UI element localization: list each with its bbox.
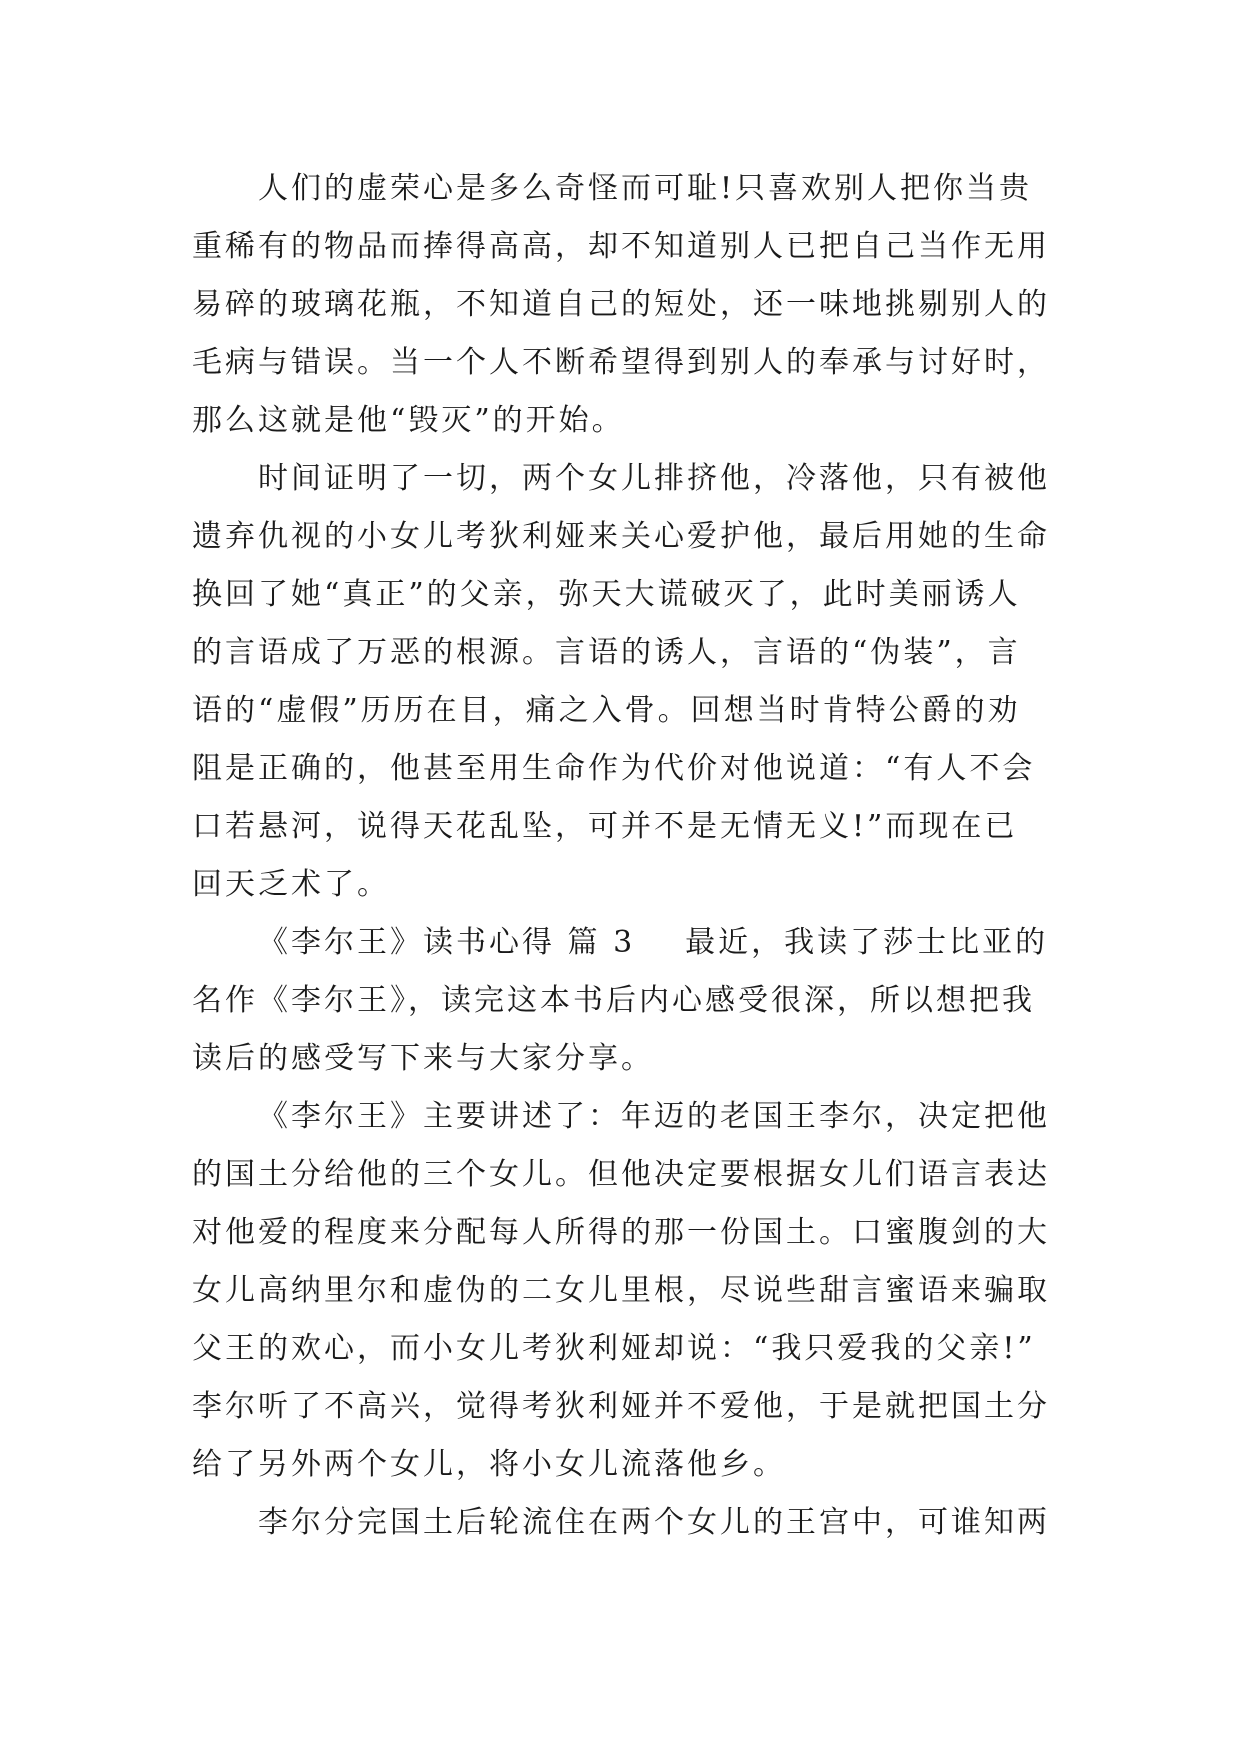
- text-line: 人们的虚荣心是多么奇怪而可耻!只喜欢别人把你当贵: [258, 171, 1033, 206]
- text-line: 的言语成了万恶的根源。言语的诱人，言语的“伪装”，言: [192, 635, 1021, 670]
- text-line: 李尔分完国土后轮流住在两个女儿的王宫中，可谁知两: [258, 1505, 1050, 1540]
- text-line: 回天乏术了。: [192, 867, 390, 902]
- text-line: 毛病与错误。当一个人不断希望得到别人的奉承与讨好时，: [192, 345, 1050, 380]
- text-line: 对他爱的程度来分配每人所得的那一份国土。口蜜腹剑的大: [192, 1215, 1050, 1250]
- text-line: 换回了她“真正”的父亲，弥天大谎破灭了，此时美丽诱人: [192, 577, 1021, 612]
- text-line: 李尔听了不高兴，觉得考狄利娅并不爱他，于是就把国土分: [192, 1389, 1050, 1424]
- text-line: 时间证明了一切，两个女儿排挤他，冷落他，只有被他: [258, 461, 1050, 496]
- paragraph-section-3: [192, 914, 1072, 1088]
- paragraph-vanity: [192, 160, 1072, 450]
- paragraph-summary: [192, 1088, 1072, 1494]
- text-line: 口若悬河，说得天花乱坠，可并不是无情无义!”而现在已: [192, 809, 1018, 844]
- document-body: [192, 160, 1072, 1552]
- text-line: 遗弃仇视的小女儿考狄利娅来关心爱护他，最后用她的生命: [192, 519, 1050, 554]
- text-line: 父王的欢心，而小女儿考狄利娅却说：“我只爱我的父亲!”: [192, 1331, 1036, 1366]
- text-line: 那么这就是他“毁灭”的开始。: [192, 403, 625, 438]
- text-line: 给了另外两个女儿，将小女儿流落他乡。: [192, 1447, 786, 1482]
- text-line: 《李尔王》主要讲述了：年迈的老国王李尔，决定把他: [258, 1099, 1050, 1134]
- text-line-tail: 最近，我读了莎士比亚的: [685, 925, 1049, 960]
- section-heading: 《李尔王》读书心得 篇 3: [258, 925, 636, 960]
- text-line: 读后的感受写下来与大家分享。: [192, 1041, 654, 1076]
- text-line: 女儿高纳里尔和虚伪的二女儿里根，尽说些甜言蜜语来骗取: [192, 1273, 1050, 1308]
- text-line: 语的“虚假”历历在目，痛之入骨。回想当时肯特公爵的劝: [192, 693, 1021, 728]
- text-line: 的国土分给他的三个女儿。但他决定要根据女儿们语言表达: [192, 1157, 1050, 1192]
- paragraph-after-division: [192, 1494, 1072, 1552]
- paragraph-time-proves: [192, 450, 1072, 914]
- text-line: 重稀有的物品而捧得高高，却不知道别人已把自己当作无用: [192, 229, 1050, 264]
- section-heading-line: [192, 914, 1072, 972]
- text-line: 易碎的玻璃花瓶，不知道自己的短处，还一味地挑剔别人的: [192, 287, 1050, 322]
- text-line: 阻是正确的，他甚至用生命作为代价对他说道：“有人不会: [192, 751, 1036, 786]
- text-line: 名作《李尔王》，读完这本书后内心感受很深，所以想把我: [192, 983, 1035, 1018]
